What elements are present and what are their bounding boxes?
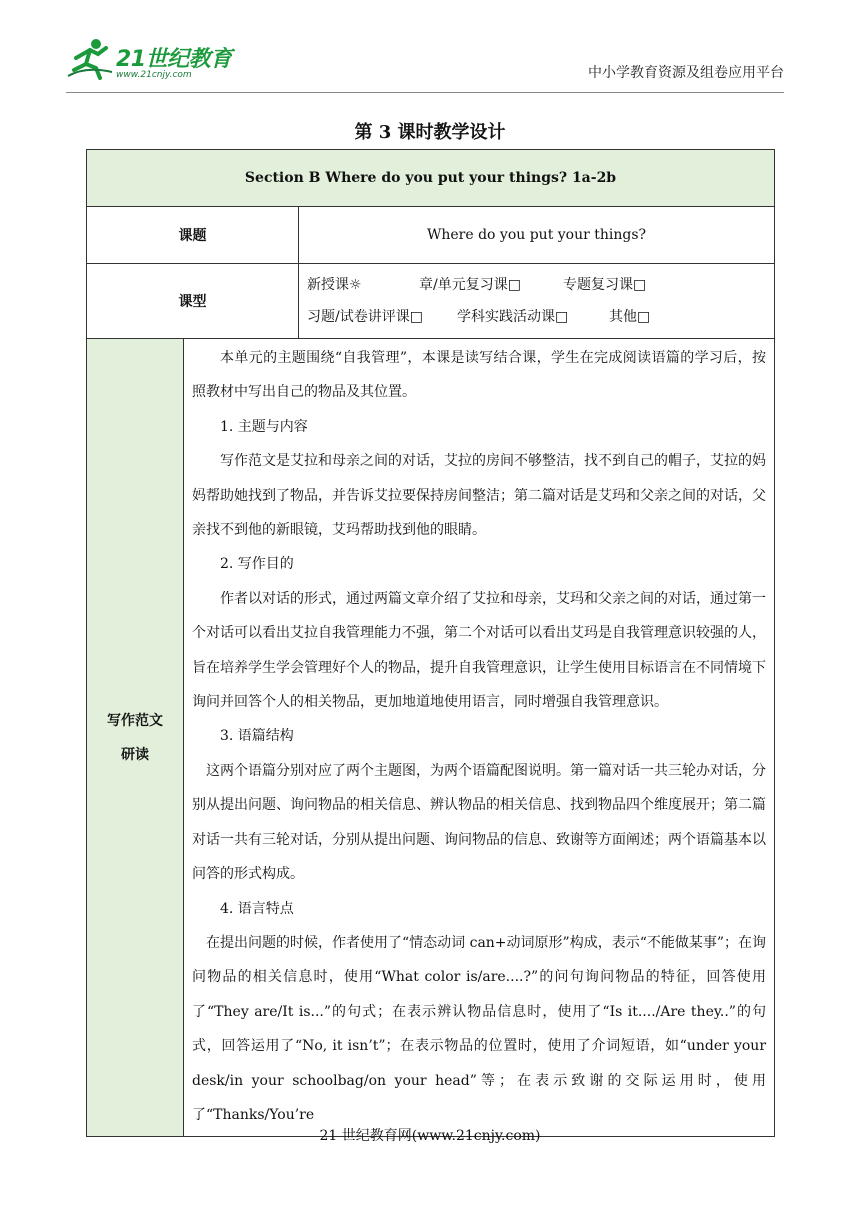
heading-text-structure: 3. 语篇结构: [220, 728, 294, 745]
reading-content: [184, 339, 775, 1137]
type-option-unit-review: 章/单元复习课□: [419, 277, 521, 293]
type-options: [299, 264, 775, 339]
type-option-exercise: 习题/试卷讲评课□: [307, 309, 423, 325]
site-logo[interactable]: [66, 36, 236, 84]
topic-label: 课题: [87, 207, 299, 264]
paragraph-theme-content: 写作范文是艾拉和母亲之间的对话，艾拉的房间不够整洁，找不到自己的帽子，艾拉的妈妈帮助她找到了物品，并告诉艾拉要保持房间整洁；第二篇对话是艾玛和父亲之间的对话，父亲找不到他的新眼镜，艾玛帮助找到他的眼睛。: [192, 453, 767, 539]
paragraph-text-structure: 这两个语篇分别对应了两个主题图，为两个语篇配图说明。第一篇对话一共三轮办对话，分别从提出问题、询问物品的相关信息、辨认物品的相关信息、找到物品四个维度展开；第二篇对话一共有三轮对话，分别从提出问题、询问物品的信息、致谢等方面阐述；两个语篇基本以问答的形式构成。: [192, 762, 767, 883]
logo-text: 21世纪教育: [116, 47, 232, 72]
logo-url: www.21cnjy.com: [116, 70, 192, 80]
type-option-new: 新授课☼: [307, 277, 362, 293]
page-header: [0, 0, 860, 100]
type-label: 课型: [87, 264, 299, 339]
page-footer: 21 世纪教育网(www.21cnjy.com): [319, 1128, 541, 1144]
type-row: [87, 264, 775, 339]
type-option-other: 其他□: [609, 309, 651, 325]
reading-row: [87, 339, 775, 1137]
type-option-topic-review: 专题复习课□: [563, 277, 647, 293]
runner-logo-icon: [66, 36, 116, 80]
reading-label-line-1: 写作范文: [107, 712, 163, 729]
platform-name: 中小学教育资源及组卷应用平台: [588, 65, 784, 81]
topic-value: Where do you put your things?: [299, 207, 775, 264]
heading-language-features: 4. 语言特点: [220, 900, 294, 917]
type-option-practice: 学科实践活动课□: [457, 309, 569, 325]
section-title: Section B Where do you put your things? 1a-2b: [87, 150, 775, 207]
topic-row: [87, 207, 775, 264]
section-row: [87, 150, 775, 207]
reading-label: [87, 339, 184, 1137]
paragraph-language-features: 在提出问题的时候，作者使用了“情态动词 can+动词原形”构成，表示“不能做某事”；在询问物品的相关信息时，使用“What color is/are....?”的问句询问物品的特征，回答使用了“They are/It is...”的句式；在表示辨认物品信息时，使用了“Is it..../Are they..”的句式，回答运用了“No, it isn’t”；在表示物品的位置时，使用了介词短语，如“under your desk/in your schoolbag/on your head”等；在表示致谢的交际运用时，使用了“Thanks/You’re: [192, 934, 767, 1123]
lesson-design-table: [86, 149, 775, 1137]
type-options-line-1: [307, 269, 766, 301]
reading-label-line-2: 研读: [121, 746, 149, 763]
heading-theme-content: 1. 主题与内容: [220, 418, 308, 435]
paragraph-intro: 本单元的主题围绕“自我管理”，本课是读写结合课，学生在完成阅读语篇的学习后，按照教材中写出自己的物品及其位置。: [192, 350, 767, 401]
heading-writing-purpose: 2. 写作目的: [220, 556, 294, 573]
type-options-line-2: [307, 301, 766, 333]
header-divider: [66, 92, 784, 93]
paragraph-writing-purpose: 作者以对话的形式，通过两篇文章介绍了艾拉和母亲，艾玛和父亲之间的对话，通过第一个对话可以看出艾拉自我管理能力不强，第二个对话可以看出艾玛是自我管理意识较强的人，旨在培养学生学会管理好个人的物品，提升自我管理意识，让学生使用目标语言在不同情境下询问并回答个人的相关物品，更加地道地使用语言，同时增强自我管理意识。: [192, 590, 767, 711]
document-title: 第 3 课时教学设计: [354, 122, 506, 143]
